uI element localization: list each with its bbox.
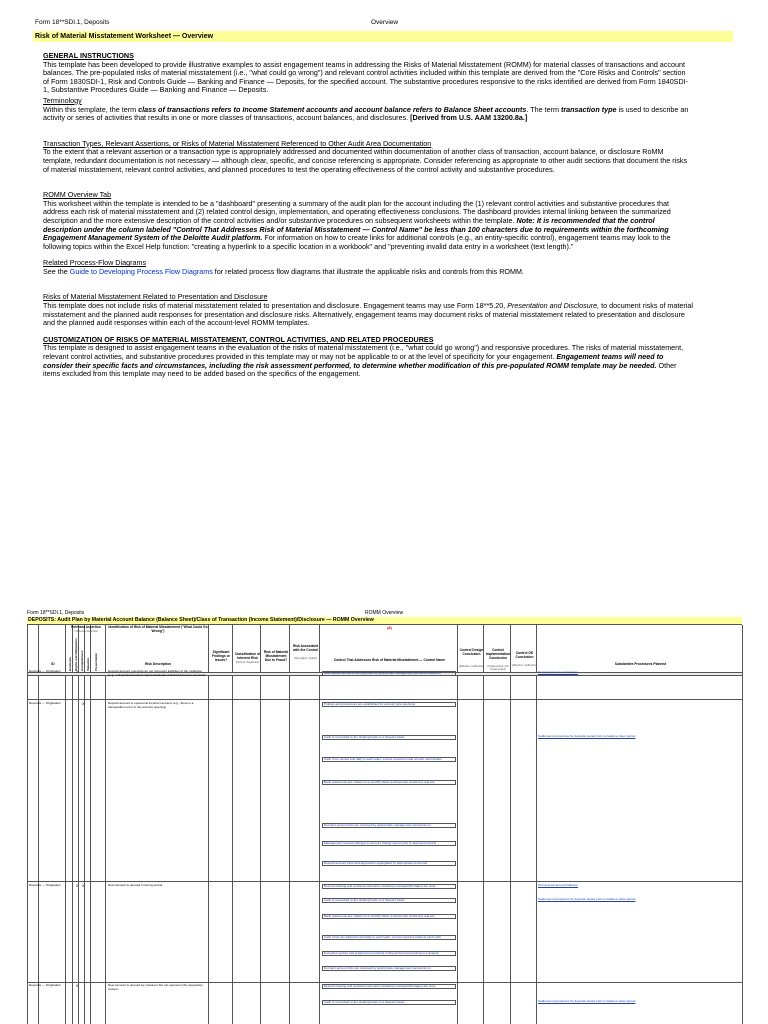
terminology-text-c: . The term bbox=[526, 104, 561, 114]
col-implementation: Control Implementation Conclusion bbox=[485, 648, 511, 660]
col-valuation: Valuation bbox=[86, 657, 90, 671]
presentation-text bbox=[43, 302, 693, 328]
row2-control-2[interactable] bbox=[322, 735, 456, 740]
presentation-text-c: to document risks of material misstatement and the planned audit responses for presentation and disclosure risks. Alternatively, engagement teams may document risks of material misstatement related to presentation and disclosure and the planned audit responses within each of the account-level ROMM templates. bbox=[43, 301, 693, 328]
col-classification-sub: (Normal, Significant) bbox=[235, 661, 260, 664]
tab-name: Overview bbox=[371, 19, 399, 26]
row2-control-5[interactable] bbox=[322, 823, 456, 828]
page-title: Risk of Material Misstatement Worksheet — Overview bbox=[33, 31, 733, 42]
row2-control-2-link[interactable]: Cash is reconciled to the clearing bank on a frequent basis bbox=[324, 735, 405, 739]
row3-control-5[interactable] bbox=[322, 951, 456, 956]
romm-overview-heading: ROMM Overview Tab bbox=[43, 190, 112, 200]
col-classification: Classification of Inherent Risk bbox=[234, 652, 261, 660]
table-row bbox=[28, 676, 742, 700]
row3-risk: New account is opened in wrong period. bbox=[108, 883, 164, 887]
col-oe-sub: (Effective, Ineffective) bbox=[512, 664, 537, 667]
row4-control-1[interactable] bbox=[322, 984, 456, 989]
col-substantive: Substantive Procedures Planned bbox=[614, 662, 667, 666]
row2-control-1[interactable] bbox=[322, 702, 456, 707]
col-rights: Rights and Obligations bbox=[74, 638, 78, 671]
row3-control-2-link[interactable]: Cash is reconciled to the clearing bank on a frequent basis bbox=[324, 898, 405, 902]
terminology-text-a: Within this template, the term bbox=[43, 104, 139, 114]
row3-control-4[interactable] bbox=[322, 935, 456, 940]
col-id: ID bbox=[51, 662, 55, 666]
row3-mark-rights: X bbox=[76, 884, 79, 888]
col-design-sub: (Effective, Ineffective) bbox=[459, 665, 484, 668]
row2-risk: Deposit account is opened at incorrect amount (e.g., there is a transposition error in the account opening). bbox=[108, 701, 194, 709]
row1-substantive-1[interactable]: Test deposit account balance bbox=[538, 670, 578, 674]
row3-control-4-link[interactable]: Cash funds are balanced and daily to each teller; excess reported made at each cash bbox=[324, 935, 441, 939]
romm-overview-text-c: For information on how to create links for additional controls (e.g., an entity-specific control), engagement teams may look to the following topics within the Excel Help function: "creating a hyperlink to a specific location in a workbook" and "preventing invalid data entry in a worksheet (text length)." bbox=[43, 233, 671, 251]
form-label: Form 18**SDI.1, Deposits bbox=[35, 19, 110, 26]
row2-mark-completeness: X bbox=[82, 702, 85, 706]
row1-id: Deposits — Origination bbox=[29, 669, 61, 673]
romm-overview-title: DEPOSITS: Audit Plan by Material Account Balance (Balance Sheet)/Class of Transaction (Income Statement)/Disclosure — ROMM Overview bbox=[27, 617, 742, 624]
terminology-text bbox=[43, 106, 693, 123]
row4-risk: New account is opened by customer but not opened in the depository system. bbox=[108, 983, 203, 991]
row3-control-2[interactable] bbox=[322, 898, 456, 903]
row1-control-1-link[interactable]: New deposit accounts are approved by appropriate management personnel based on bbox=[324, 671, 441, 675]
presentation-heading: Risks of Material Misstatement Related to Presentation and Disclosure bbox=[43, 292, 268, 302]
col-risk-assoc-sub: (Not Higher, Higher) bbox=[293, 657, 318, 660]
customization-text-c: Other items excluded from this template may need to be added based on the specifics of the engagement. bbox=[43, 360, 677, 379]
row2-control-3[interactable] bbox=[322, 757, 456, 762]
row4-control-2[interactable] bbox=[322, 1000, 456, 1005]
row3-control-1-link[interactable]: Deposit clearing and suspense accounts containing overages/shortages are revie bbox=[324, 884, 436, 888]
terminology-text-f: [Derived from U.S. AAM 13200.8a.] bbox=[410, 113, 528, 123]
col-risk-assoc: Risk Associated with the Control bbox=[292, 644, 319, 652]
col-fraud: Risk of Material Misstatement Due to Fraud? bbox=[263, 650, 289, 662]
row3-substantive-1[interactable]: Test deposit account balance bbox=[538, 883, 578, 887]
customization-text-b: Engagement teams will need to consider their specific facts and circumstances, including the risk assessment performed, to determine whether modification of this pre-populated ROMM template may be needed. bbox=[43, 352, 664, 370]
row2-control-7-link[interactable]: Deposit account input and approval is segregated by appropriate personnel bbox=[324, 861, 428, 865]
col-relevant-assertion: Relevant Assertion bbox=[71, 625, 101, 629]
row2-control-6-link[interactable]: Management reviews changes to account listings versus prior to approved reports bbox=[324, 841, 437, 845]
col-existence: Existence bbox=[68, 656, 72, 671]
process-flow-text-a: See the bbox=[43, 266, 70, 276]
row1-mark-rights: X bbox=[76, 670, 79, 674]
process-flow-heading: Related Process-Flow Diagrams bbox=[43, 258, 147, 268]
table-row bbox=[28, 700, 742, 882]
instructions-content bbox=[43, 52, 693, 379]
presentation-text-b: Presentation and Disclosure, bbox=[507, 301, 600, 311]
col-risk-description: Risk Description bbox=[144, 662, 172, 666]
customization-text bbox=[43, 344, 693, 378]
row2-control-4[interactable] bbox=[322, 780, 456, 785]
col-presentation: Presentation bbox=[94, 652, 98, 671]
row4-control-1-link[interactable]: Deposit clearing and suspense accounts containing overages/shortages are revie bbox=[324, 984, 436, 988]
row3-control-1[interactable] bbox=[322, 884, 456, 889]
row2-control-6[interactable] bbox=[322, 841, 456, 846]
row3-substantive-2[interactable]: Settlement procedures for deposits tested prior to balance sheet period bbox=[538, 897, 636, 901]
general-instructions-text: This template has been developed to provide illustrative examples to assist engagement teams in addressing the Risks of Material Misstatement (ROMM) for material classes of transactions and account balances. The pre-populated risks of material misstatement (i.e., "what could go wrong") and relevant control activities included within this template are derived from the "Core Risks and Controls" section of Form 1830SDI-1, Risk and Controls Guide — Banking and Finance — Deposits, for the specified account. The substantive procedures responsive to the risks identified are derived from Form 1840SDI-1, Substantive Procedures Guide — Banking and Finance — Deposits. bbox=[43, 59, 689, 95]
general-instructions-heading: GENERAL INSTRUCTIONS bbox=[43, 51, 134, 60]
row3-control-6[interactable] bbox=[322, 966, 456, 971]
col-completeness: Completeness bbox=[80, 650, 84, 671]
transaction-types-text: To the extent that a relevant assertion or a transaction type is appropriately addressed and documented within documentation of another class of transaction, account balance, or disclosure RoMM template, redundant documentation is not necessary — although clear, specific, and concise referencing is appropriate. Consider referencing as appropriate to other audit sections that document the risks of material misstatement, relevant control activities, and planned procedures to test the operating effectiveness of the control activity and substantive procedures. bbox=[43, 147, 688, 174]
terminology-text-b: class of transactions refers to Income Statement accounts and account balance refers to Balance Sheet accounts bbox=[138, 104, 527, 114]
process-flow-text-b: for related process flow diagrams that illustrate the applicable risks and controls from this ROMM. bbox=[212, 266, 524, 276]
terminology-text-e: is used to describe an activity or series of activities that results in one or more classes of transactions, account balances, and disclosures. bbox=[43, 104, 689, 123]
page2-tab-name: ROMM Overview bbox=[365, 610, 404, 616]
row4-id: Deposits — Origination bbox=[29, 983, 61, 987]
col-a-label: (A) bbox=[387, 626, 392, 630]
row4-substantive-1[interactable]: Settlement procedures for deposits tested prior to balance sheet period bbox=[538, 999, 636, 1003]
row2-control-1-link[interactable]: Policies and procedures are established for account type openings bbox=[324, 702, 416, 706]
row3-id: Deposits — Origination bbox=[29, 883, 61, 887]
col-oe: Control OE Conclusion bbox=[515, 651, 534, 659]
process-flow-link[interactable]: Guide to Developing Process Flow Diagrams bbox=[69, 266, 213, 276]
customization-heading: CUSTOMIZATION OF RISKS OF MATERIAL MISSTATEMENT, CONTROL ACTIVITIES, AND RELATED PROCEDURES bbox=[43, 334, 434, 344]
page2-form-label: Form 18**SDI.1, Deposits bbox=[27, 610, 85, 616]
customization-text-a: This template is designed to assist engagement teams in the evaluation of the risks of material misstatement (i.e., "what could go wrong") and responsive procedures. The risks of material misstatement, relevant control activities, and substantive procedures provided in this template may or may not be applicable to or at the level of specificity for your engagement. bbox=[43, 343, 684, 362]
process-flow-text bbox=[43, 268, 693, 277]
row1-risk: Deposit account openings do not represent liabilities of the institution (e.g., a deposit account is opened instead of deferred income account). bbox=[108, 669, 206, 677]
col-implementation-sub: (Implemented, Not Implemented) bbox=[487, 665, 509, 671]
row4-control-2-link[interactable]: Cash is reconciled to the clearing bank on a frequent basis bbox=[324, 1000, 405, 1004]
row3-control-6-link[interactable]: Dormant account lists are reviewed by appropriate management personnel on bbox=[324, 966, 431, 970]
col-significant: Significant Findings or Issues? bbox=[212, 650, 230, 662]
col-control-name: Control That Addresses Risk of Material Misstatement — Control Name bbox=[333, 658, 446, 662]
row3-control-5-link[interactable]: Exception system has programmed controls to flag and prevent posting to a deposit bbox=[324, 951, 439, 955]
terminology-heading: Terminology bbox=[43, 95, 82, 105]
col-relevant-assertion-sub: = Relevant Assertion bbox=[74, 630, 98, 633]
transaction-types-heading: Transaction Types, Relevant Assertions, or Risks of Material Misstatement Referenced to Other Audit Area Documentation bbox=[43, 138, 432, 148]
row3-control-3-link[interactable]: Bank statements are mailed on a monthly basis to all account customers and are bbox=[324, 914, 435, 918]
romm-overview-text-a: This worksheet within the template is intended to be a "dashboard" presenting a summary of the audit plan for the account including the (1) relevant control activities and substantive procedures that address each risk of material misstatement and (2) related control design, implementation, and operating effectiveness conclusions. The dashboard provides internal linking between the summarized description and the more extensive description of the control activities and/or substantive procedures on subsequent worksheets within the template. bbox=[43, 198, 671, 225]
romm-overview-text bbox=[43, 200, 693, 252]
row1-control-1[interactable] bbox=[322, 671, 456, 676]
row2-substantive-1[interactable]: Settlement procedures for deposits tested prior to balance sheet period bbox=[538, 734, 636, 738]
row2-control-5-link[interactable]: Dormant account lists are reviewed by appropriate management personnel on bbox=[324, 823, 431, 827]
row3-mark-completeness: X bbox=[82, 884, 85, 888]
col-design: Control Design Conclusion bbox=[459, 648, 484, 656]
row4-mark-rights: X bbox=[76, 984, 79, 988]
romm-overview-note: Note: It is recommended that the control description under the column labeled "Control That Addresses Risk of Material Misstatement — Control Name" be less than 100 characters due to requirements within the forthcoming Engagement Management System of the Deloitte Audit platform. bbox=[43, 215, 669, 243]
row2-control-3-link[interactable]: Cash to be posted and daily to each teller; excess reported made at each cash drawer bbox=[324, 757, 442, 761]
row2-control-7[interactable] bbox=[322, 861, 456, 866]
romm-overview-table bbox=[27, 624, 742, 1024]
col-identification: Identification of Risk of Material Misstatement ("What Could Go Wrong") bbox=[108, 625, 208, 633]
row2-control-4-link[interactable]: Bank statements are mailed on a monthly basis to all account customers and are bbox=[324, 780, 435, 784]
terminology-text-d: transaction type bbox=[560, 104, 617, 114]
row2-id: Deposits — Origination bbox=[29, 701, 61, 705]
row3-control-3[interactable] bbox=[322, 914, 456, 919]
page-header bbox=[33, 19, 733, 29]
presentation-text-a: This template does not include risks of material misstatement related to presentation and disclosure. Engagement teams may use Form 18**5.20, bbox=[43, 301, 508, 311]
